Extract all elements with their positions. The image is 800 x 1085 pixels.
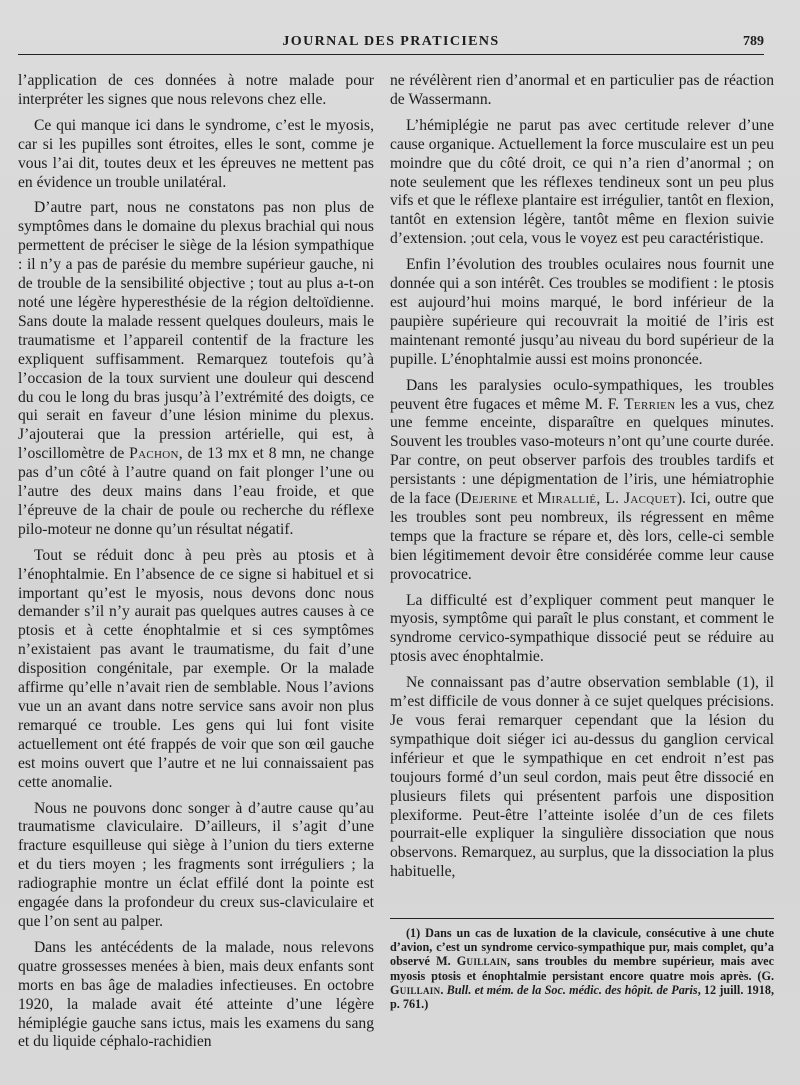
text-run: les a vus, chez une femme enceinte, disparaître en quelques minutes. Souvent les troubles vaso-moteurs n’ont qu’une courte durée. Par contre, on peut observer parfois des troubles tardifs et persistants : une dépigmentation de l’iris, une hémiatrophie de la face ( xyxy=(390,395,774,508)
footnote xyxy=(390,926,774,1011)
paragraph: Ce qui manque ici dans le syndrome, c’est le myosis, car si les pupilles sont étroites, elles le sont, comme je vous l’ai dit, toutes deux et les épreuves ne mettent pas en évidence un trouble unilatéral. xyxy=(18,116,374,191)
author-name: Mirallié, L. Jacquet xyxy=(537,490,677,508)
paragraph: La difficulté est d’expliquer comment peut manquer le myosis, symptôme qui paraît le plus constant, et comment le syndrome cervico-sympathique dissocié peut se réduire au ptosis avec énophtalmie. xyxy=(390,591,774,666)
paragraph: Ne connaissant pas d’autre observation semblable (1), il m’est difficile de vous donner à ce sujet quelques précisions. Je vous ferai remarquer cependant que la lésion du sympathique doit siéger ici au-dessus du ganglion cervical inférieur et que le sympathique en cet endroit n’est pas toujours formé d’un seul cordon, mais peut être dissocié en plusieurs filets qui présentent parfois une disposition plexiforme. Peut-être l’atteinte isolée d’un de ces filets pourrait-elle expliquer la singulière dissociation que nous observons. Remarquez, au surplus, que la dissociation la plus habituelle, xyxy=(390,674,774,881)
text-run: , sans troubles du membre supérieur, mais avec myosis ptosis et énophtalmie persistant encore quatre mois après. (G. xyxy=(390,954,774,983)
right-column xyxy=(390,72,774,889)
running-header xyxy=(18,34,764,55)
paragraph: l’application de ces données à notre malade pour interpréter les signes que nous relevons chez elle. xyxy=(18,72,374,108)
journal-citation: Bull. et mém. de la Soc. médic. des hôpit. de Paris xyxy=(446,982,698,997)
paragraph xyxy=(18,199,374,539)
paragraph: Dans les antécédents de la malade, nous relevons quatre grossesses menées à bien, mais deux enfants sont morts en bas âge de maladies infectieuses. En octobre 1920, la malade avait été atteinte d’une légère hémiplégie gauche sans ictus, mais les examens du sang et du liquide céphalo-rachidien xyxy=(18,938,374,1051)
paragraph: Enfin l’évolution des troubles oculaires nous fournit une donnée qui a son intérêt. Ces troubles se modifient : le ptosis est aujourd’hui moins marqué, le bord inférieur de la paupière supérieure qui recouvrait la moitié de l’iris est maintenant remonté jusqu’au niveau du bord supérieur de la pupille. L’énophtalmie aussi est moins prononcée. xyxy=(390,256,774,368)
author-name: Terrien xyxy=(624,395,676,413)
text-run: et xyxy=(521,490,533,508)
text-run: D’autre part, nous ne constatons pas non plus de symptômes dans le domaine du plexus brachial qui nous permettent de préciser le siège de la lésion sympathique : il n’y a pas de parésie du membre supérieur gauche, ni de trouble de la sensibilité objective ; tout au plus a-t-on noté une légère hyperesthésie de la région deltoïdienne. Sans doute la malade ressent quelques douleurs, mais le traumatisme et l’appareil contentif de la fracture les expliquent suffisamment. Remarquez toutefois qu’à l’occasion de la toux survient une douleur qui descend du cou le long du bras jusqu’à l’extrémité des doigts, ce qui serait en faveur d’une lésion minime du plexus. J’ajouterai que la pression artérielle, qui est, à l’oscillomètre de xyxy=(18,199,374,463)
page-number: 789 xyxy=(743,34,764,49)
journal-title: JOURNAL DES PRATICIENS xyxy=(282,34,500,49)
paragraph: Tout se réduit donc à peu près au ptosis et à l’énophtalmie. En l’absence de ce signe si habituel et si important qu’est le myosis, nous devons donc nous demander s’il n’y aurait pas quelques autres causes à ce ptosis et à cette énophtalmie et si ces symptômes n’existaient pas avant le traumatisme, du fait d’une disposition congénitale, par exemple. Or la malade affirme qu’elle n’avait rien de semblable. Nous l’avions vue un an avant dans notre service sans avoir non plus remarqué ce trouble. Les gens qui lui font visite actuellement ont été frappés de voir que son œil gauche est moins ouvert que l’autre et ne lui connaissaient pas cette anomalie. xyxy=(18,546,374,791)
text-run: ). Ici, outre que les troubles sont peu nombreux, ils régressent en même temps que la fracture se répare et, dès lors, celle-ci semble bien légitimement devoir être considérée comme leur cause provocatrice. xyxy=(390,490,774,583)
text-run: (1) Dans un cas de luxation de la clavicule, consécutive à une chute d’avion, c’est un syndrome cervico-sympathique pur, mais complet, qu’a observé M. xyxy=(390,926,774,969)
author-name: Dejerine xyxy=(460,490,518,508)
paragraph: Nous ne pouvons donc songer à d’autre cause qu’au traumatisme claviculaire. D’ailleurs, il s’agit d’une fracture esquilleuse qui siège à l’union du tiers externe et du tiers moyen ; les fragments sont irréguliers ; la radiographie montre un éclat effilé dont la pointe est engagée dans la profondeur du creux sus-claviculaire et que l’on sent au palper. xyxy=(18,799,374,930)
paragraph: L’hémiplégie ne parut pas avec certitude relever d’une cause organique. Actuellement la force musculaire est un peu moindre que du côté droit, ce qui n’a rien d’anormal ; on note seulement que les réflexes tendineux sont un peu plus vifs et que le réflexe plantaire est irrégulier, tantôt en flexion, tantôt en extension légère, tantôt même en flexion suivie d’extension. ;out cela, vous le voyez est peu caractéristique. xyxy=(390,116,774,248)
text-run: Dans les paralysies oculo-sympathiques, les troubles peuvent être fugaces et même M. F. xyxy=(390,376,774,413)
text-run: , 12 juill. 1918, p. 761.) xyxy=(390,982,774,1012)
author-name: Guillain xyxy=(456,954,508,969)
footnote-divider xyxy=(390,918,774,919)
paragraph xyxy=(390,377,774,585)
paragraph: ne révélèrent rien d’anormal et en particulier pas de réaction de Wassermann. xyxy=(390,72,774,108)
left-column xyxy=(18,72,374,1059)
text-run: . xyxy=(440,982,444,997)
author-name: Pachon xyxy=(129,445,179,463)
text-run: , de 13 mx et 8 mn, ne change pas d’un côté à l’autre quand on fait plonger l’une ou l’autre des deux mains dans l’eau froide, et que l’épreuve de la chair de poule ou recherche du réflexe pilo-moteur ne donne qu’un résultat négatif. xyxy=(18,445,374,538)
author-name: Guillain xyxy=(390,982,441,997)
